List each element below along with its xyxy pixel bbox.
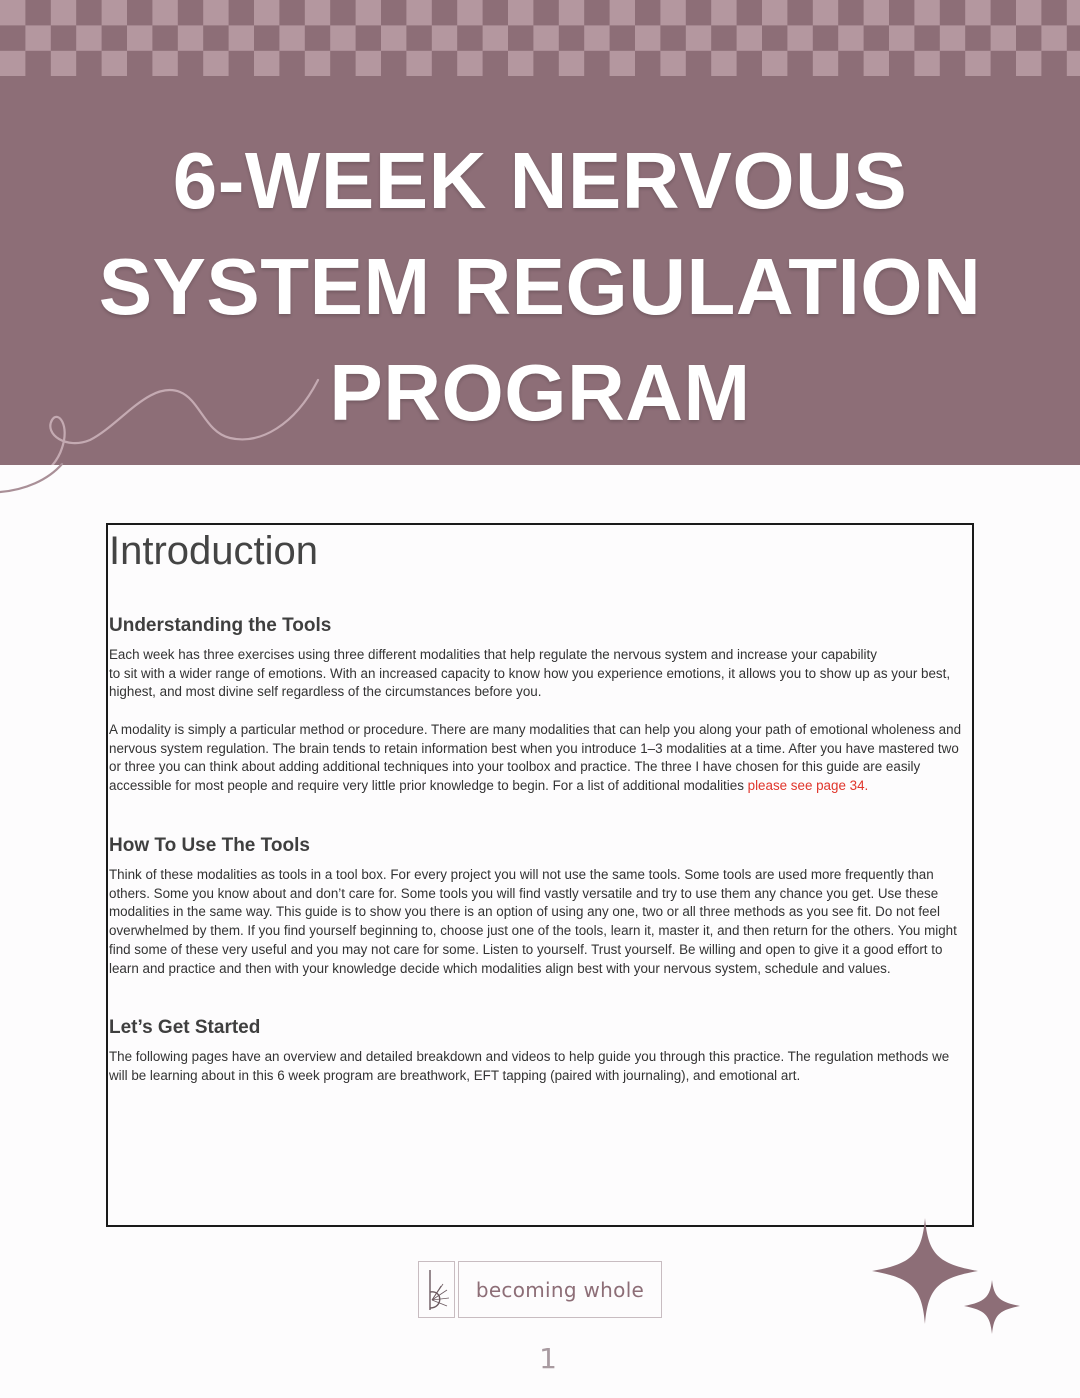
link-suffix: .: [864, 778, 869, 794]
checker-square: [533, 25, 558, 50]
text-line: others. Some you know about and don’t care for. Some tools you will find vastly versatile and try to use them any chance you get. Use these: [109, 885, 939, 901]
checker-square: [76, 25, 101, 50]
checker-square: [737, 25, 762, 50]
checker-square: [813, 51, 838, 76]
checker-square: [864, 0, 889, 25]
page-number: 1: [539, 1342, 557, 1375]
checker-square: [0, 0, 25, 25]
text-line: learn and practice and then with your knowledge decide which modalities align best with your nervous system, schedule and values.: [109, 960, 891, 976]
checker-square: [305, 51, 330, 76]
checker-square: [279, 25, 304, 50]
checker-square: [914, 0, 939, 25]
paragraph: [109, 721, 975, 796]
header-banner: [0, 0, 1080, 465]
checker-square: [914, 51, 939, 76]
text-line: or three you can think about adding additional techniques into your toolbox and practice. The three I have chosen for this guide are easily: [109, 759, 921, 775]
text-line: A modality is simply a particular method or procedure. There are many modalities that can help you along your path of emotional wholeness and: [109, 722, 962, 737]
checker-square: [102, 0, 127, 25]
paragraph: [109, 646, 975, 702]
text-line: to sit with a wider range of emotions. With an increased capacity to know how you experience emotions, it allows you to show up as your best,: [109, 665, 951, 681]
checker-square: [559, 0, 584, 25]
checker-square: [1016, 0, 1041, 25]
checker-square: [660, 0, 685, 25]
swirl-tail-decoration: [0, 462, 80, 502]
section-heading-get-started: Let’s Get Started: [109, 1017, 261, 1038]
paragraph: [109, 866, 975, 978]
checker-square: [406, 51, 431, 76]
checker-square: [889, 25, 914, 50]
checker-square: [203, 51, 228, 76]
title-line: 6-WEEK NERVOUS: [172, 136, 908, 225]
checker-square: [152, 51, 177, 76]
checker-square: [991, 25, 1016, 50]
section-heading-how-to-use: How To Use The Tools: [109, 835, 310, 856]
logo-wordmark: becoming whole: [458, 1261, 662, 1318]
checker-square: [457, 51, 482, 76]
text-line: Each week has three exercises using three different modalities that help regulate the nervous system and increase your capability: [109, 647, 877, 662]
checker-square: [381, 25, 406, 50]
checker-square: [102, 51, 127, 76]
checker-square: [51, 0, 76, 25]
sparkle-stars-icon: [868, 1214, 1028, 1339]
checker-square: [559, 51, 584, 76]
checker-square: [965, 0, 990, 25]
checker-square: [940, 25, 965, 50]
checker-square: [0, 51, 25, 76]
text-line: overwhelmed by them. If you find yourself beginning to, choose just one of the tools, learn it, master it, and then return for the others. You might: [109, 923, 957, 939]
checker-square: [686, 25, 711, 50]
paragraph: [109, 1048, 975, 1085]
checker-square: [508, 0, 533, 25]
brand-logo: [418, 1261, 662, 1318]
text-line: nervous system regulation. The brain tends to retain information best when you introduce 1–3 modalities at a time. After you have mastered two: [109, 740, 959, 756]
checker-square: [254, 51, 279, 76]
checker-square: [432, 25, 457, 50]
text-line: highest, and most divine self regardless of the circumstances before you.: [109, 684, 542, 700]
checker-square: [127, 25, 152, 50]
checker-square: [864, 51, 889, 76]
checker-square: [508, 51, 533, 76]
checker-square: [25, 25, 50, 50]
checker-square: [152, 0, 177, 25]
checker-square: [584, 25, 609, 50]
checker-square: [229, 25, 254, 50]
checker-square: [51, 51, 76, 76]
checker-square: [1041, 25, 1066, 50]
checker-square: [457, 0, 482, 25]
checker-square: [813, 0, 838, 25]
checker-square: [965, 51, 990, 76]
text-line: Think of these modalities as tools in a tool box. For every project you will not use the same tools. Some tools are used more frequently than: [109, 867, 934, 882]
checker-square: [203, 0, 228, 25]
checker-square: [838, 25, 863, 50]
checker-square: [610, 51, 635, 76]
introduction-heading: Introduction: [109, 529, 319, 573]
checker-square: [711, 51, 736, 76]
checker-square: [356, 0, 381, 25]
checker-square: [406, 0, 431, 25]
title-line: SYSTEM REGULATION: [98, 242, 982, 331]
introduction-box: [106, 523, 974, 1227]
checker-square: [787, 25, 812, 50]
checker-square: [635, 25, 660, 50]
text-line: find some of these very useful and you may not care for some. Listen to yourself. Trust yourself. Be willing and open to give it a good effort to: [109, 941, 943, 957]
checker-square: [483, 25, 508, 50]
checker-square: [660, 51, 685, 76]
checker-square: [610, 0, 635, 25]
checker-square: [711, 0, 736, 25]
text-line: [109, 777, 975, 796]
page-title: [0, 128, 1080, 446]
section-heading-understanding: Understanding the Tools: [109, 615, 332, 636]
text-segment: accessible for most people and require very little prior knowledge to begin. For a list of additional modalities: [109, 778, 748, 794]
page-34-link[interactable]: please see page 34: [747, 778, 865, 794]
checker-square: [1067, 51, 1080, 76]
checker-square: [254, 0, 279, 25]
checker-square: [762, 51, 787, 76]
text-line: modalities in the same way. This guide is to show you there is an option of using any one, two or all three methods as you see fit. Do not feel: [109, 904, 940, 920]
checkerboard-pattern: [0, 0, 1080, 76]
text-line: The following pages have an overview and detailed breakdown and videos to help guide you through this practice. The regulation methods we: [109, 1049, 950, 1064]
checker-square: [305, 0, 330, 25]
text-line: will be learning about in this 6 week program are breathwork, EFT tapping (paired with journaling), and emotional art.: [109, 1067, 801, 1083]
checker-square: [178, 25, 203, 50]
checker-square: [1016, 51, 1041, 76]
checker-square: [356, 51, 381, 76]
logo-mark-icon: [418, 1261, 455, 1318]
checker-square: [330, 25, 355, 50]
checker-square: [762, 0, 787, 25]
title-line: PROGRAM: [329, 348, 751, 437]
checker-square: [1067, 0, 1080, 25]
